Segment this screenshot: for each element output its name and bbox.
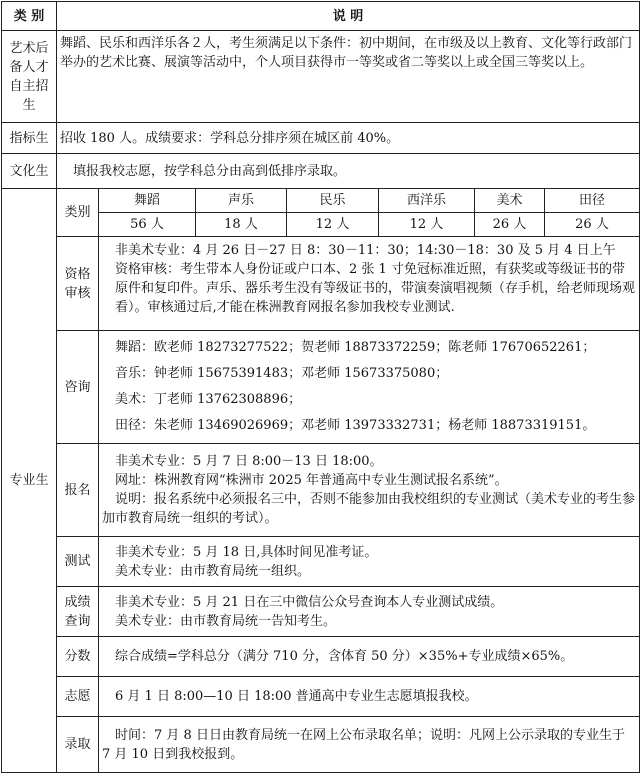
type-name-western: 西洋乐 [379,189,475,213]
score-query-label: 成绩查询 [57,587,99,637]
wish-text: 6 月 1 日 8:00—10 日 18:00 普通高中专业生志愿填报我校。 [99,677,640,717]
signup-line3: 说明：报名系统中必须报名三中，否则不能参加由我校组织的专业测试（美术专业的考生参加市教育局统一组织的考试）。 [102,492,636,526]
art-row [2,31,640,123]
header-category: 类 别 [2,2,57,31]
type-count-western: 12 人 [379,213,475,237]
type-name-vocal: 声乐 [196,189,287,213]
header-description: 说 明 [57,2,640,31]
admission-table [1,1,640,773]
signup-label: 报名 [57,444,99,537]
consult-label: 咨询 [57,331,99,444]
signup-line1: 非美术专业：5 月 7 日 8:00－13 日 18:00。 [115,454,383,469]
score-query-content [99,587,640,637]
consult-track: 田径：朱老师 13469026969；邓老师 13973332731；杨老师 18873319151。 [115,418,596,433]
consult-art: 美术：丁老师 13762308896； [115,392,302,407]
admit-row [2,717,640,773]
culture-row [2,154,640,189]
type-name-folk: 民乐 [287,189,379,213]
consult-music: 音乐：钟老师 15675391483；邓老师 15673375080； [115,366,449,381]
quota-description: 招收 180 人。成绩要求：学科总分排序须在城区前 40%。 [57,123,640,154]
wish-row [2,677,640,717]
art-description: 舞蹈、民乐和西洋乐各２人，考生须满足以下条件：初中期间，在市级及以上教育、文化等行政部门举办的艺术比赛、展演等活动中，个人项目获得市一等奖或省二等奖以上或全国三等奖以上。 [57,31,640,123]
consult-dance: 舞蹈：欧老师 18273277522；贺老师 18873372259；陈老师 17670652261； [115,340,596,355]
qualification-label: 资格审核 [57,237,99,331]
score-query-line1: 非美术专业：5 月 21 日在三中微信公众号查询本人专业测试成绩。 [115,594,504,610]
qualification-line2: 资格审核：考生带本人身份证或户口本、2 张 1 寸免冠标准近照，有获奖或等级证书的带原件和复印件。声乐、器乐考生没有等级证书的，带演奏演唱视频（存手机，给老师现场观看）。审核通过后,才能在株洲教育网报名参加我校专业测试. [115,262,636,315]
type-count-art: 26 人 [475,213,545,237]
types-label: 类别 [57,189,99,237]
type-count-track: 26 人 [545,213,640,237]
test-content [99,537,640,587]
score-query-row [2,587,640,637]
type-name-art: 美术 [475,189,545,213]
qualification-row [2,237,640,331]
score-text: 综合成绩=学科总分（满分 710 分，含体育 50 分）×35%+专业成绩×65%。 [99,637,640,677]
qualification-content [99,237,640,331]
special-category: 专业生 [2,189,57,773]
art-category: 艺术后备人才自主招生 [2,31,57,123]
test-row [2,537,640,587]
wish-label: 志愿 [57,677,99,717]
types-name-row [2,189,640,213]
type-name-dance: 舞蹈 [99,189,196,213]
culture-description: 填报我校志愿，按学科总分由高到低排序录取。 [57,154,640,189]
score-query-line2: 美术专业：由市教育局统一告知考生。 [115,613,337,629]
admit-label: 录取 [57,717,99,773]
type-count-vocal: 18 人 [196,213,287,237]
test-line2: 美术专业：由市教育局统一组织。 [115,563,311,579]
signup-row [2,444,640,537]
test-label: 测试 [57,537,99,587]
culture-category: 文化生 [2,154,57,189]
quota-row [2,123,640,154]
consult-content [99,331,640,444]
consult-row [2,331,640,444]
score-label: 分数 [57,637,99,677]
admit-text: 时间：7 月 8 日日由教育局统一在网上公布录取名单；说明：凡网上公示录取的专业生于 7 月 10 日到我校报到。 [99,717,640,773]
test-line1: 非美术专业：5 月 18 日,具体时间见准考证。 [115,544,378,560]
type-count-folk: 12 人 [287,213,379,237]
type-name-track: 田径 [545,189,640,213]
signup-content [99,444,640,537]
type-count-dance: 56 人 [99,213,196,237]
signup-line2: 网址：株洲教育网“株洲市 2025 年普通高中专业生测试报名系统”。 [115,473,508,488]
qualification-line1: 非美术专业：4 月 26 日－27 日 8：30－11：30；14:30－18：30 及 5 月 4 日上午 [115,243,616,258]
score-row [2,637,640,677]
header-row [2,2,640,31]
quota-category: 指标生 [2,123,57,154]
